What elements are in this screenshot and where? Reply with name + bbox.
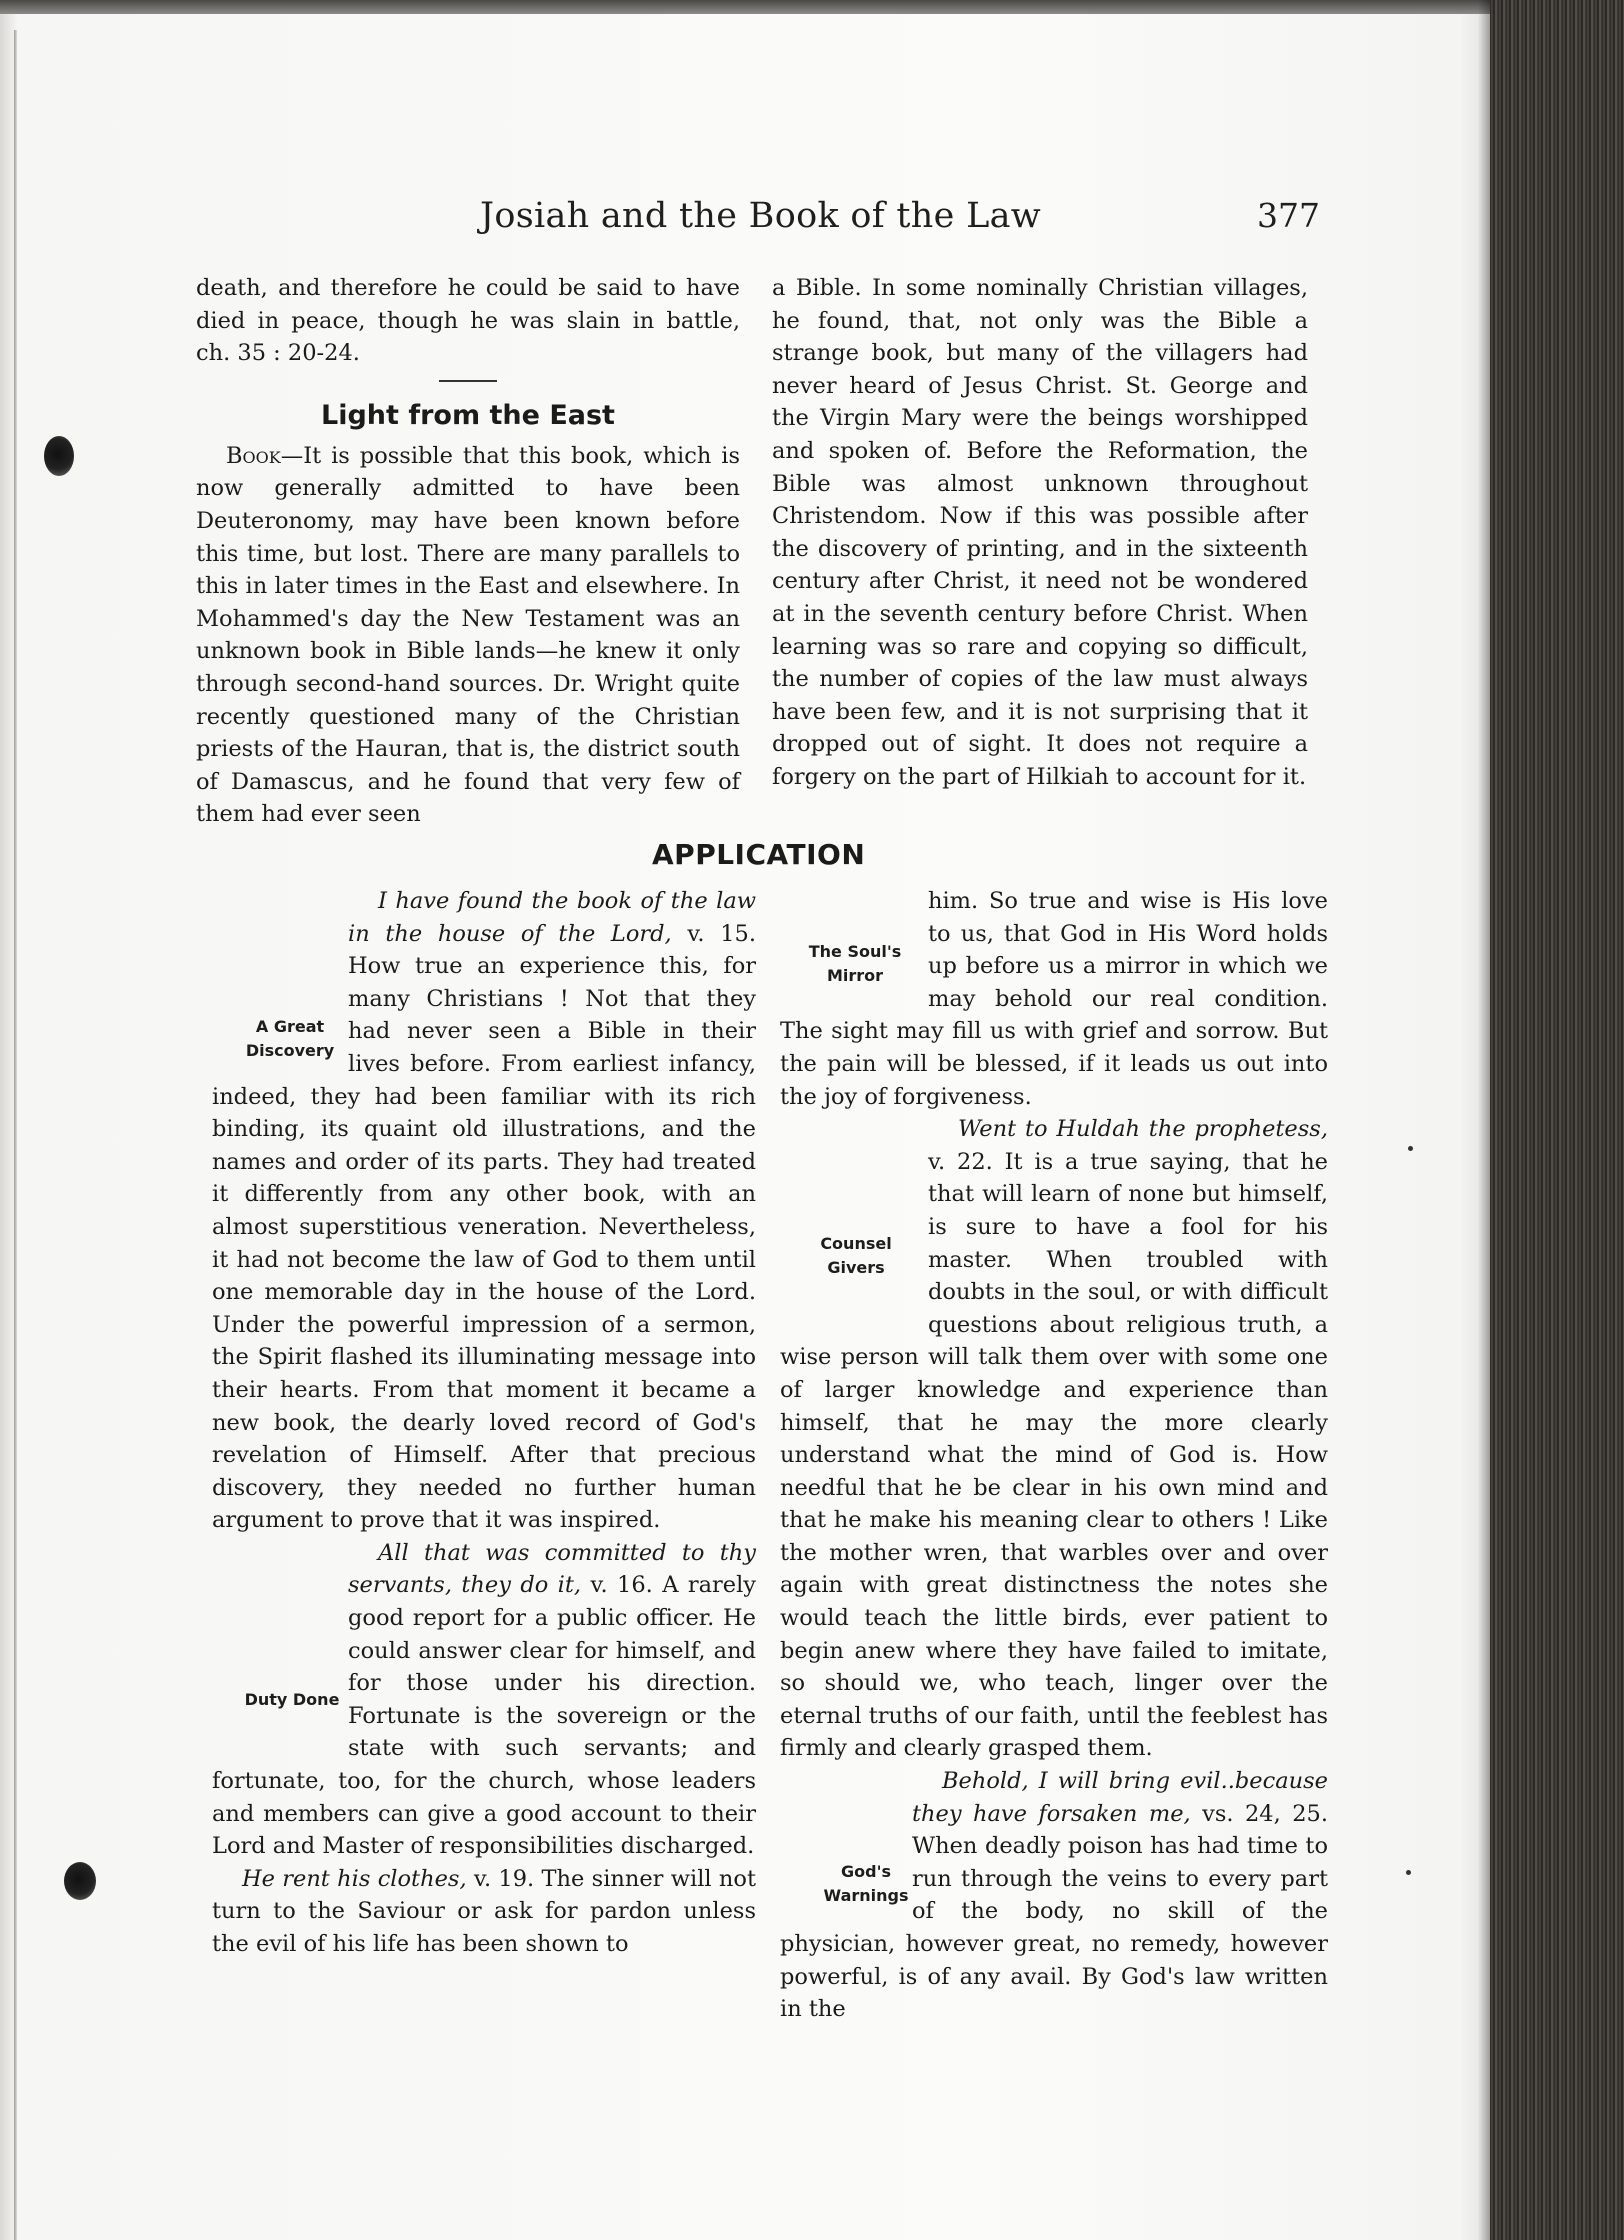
upper-right-column [772, 272, 1308, 794]
application-right-column [780, 885, 1328, 2026]
continued-paragraph: death, and therefore he could be said to have died in peace, though he was slain in battle, ch. 35 : 20-24. [196, 275, 740, 367]
book-lead-word: Book [226, 442, 281, 469]
sidehead-counsel-givers [796, 1232, 916, 1280]
scripture-quote: I have found the book of the law in the house of the Lord, [348, 888, 756, 947]
sidehead-line: Counsel [820, 1234, 892, 1253]
scan-top-edge [0, 0, 1624, 14]
scripture-quote: Went to Huldah the prophetess, [958, 1116, 1328, 1143]
paragraph-text: vs. 24, 25. When deadly poison has had time to run through the veins to every part of the body, no skill of the physician, however great, no remedy, however powerful, is of any avail. By God's law written in the [780, 1800, 1328, 2023]
upper-left-column [196, 272, 740, 831]
section-divider [439, 380, 497, 382]
scripture-quote: All that was committed to thy servants, they do it, [348, 1539, 756, 1599]
book-paragraph [196, 440, 740, 831]
sidehead-great-discovery [230, 1015, 350, 1063]
scripture-quote: He rent his clothes, [242, 1865, 467, 1892]
book-page-edges [1490, 0, 1624, 2240]
paragraph-text: v. 15. How true an experience this, for many Christians ! Not that they had never seen a Bible in their lives before. From earliest infancy, indeed, they had been familiar with its rich binding, its quaint old illustrations, and the names and order of its parts. They had treated it differently from any other book, with an almost superstitious veneration. Nevertheless, it had not become the law of God to them until one memorable day in the house of the Lord. Under the powerful impression of a sermon, the Spirit flashed its illuminating message into their hearts. From that moment it became a new book, the dearly loved record of God's revelation of Himself. After that precious discovery, they needed no further human argument to prove that it was inspired. [212, 920, 756, 1534]
sidehead-line: God's [841, 1862, 891, 1881]
paragraph-text: v. 19. The sinner will not turn to the Saviour or ask for pardon unless the evil of his life has been shown to [212, 1865, 756, 1957]
punch-hole-upper [44, 436, 74, 476]
sidehead-line: Duty Done [244, 1690, 340, 1709]
application-heading: APPLICATION [652, 838, 866, 871]
ink-speck [1408, 1146, 1413, 1151]
sidehead-line: Givers [827, 1258, 885, 1277]
application-paragraph: him. So true and wise is His love to us, that God in His Word holds up before us a mirror in which we may behold our real condition. The sight may fill us with grief and sorrow. But the pain will be blessed, if it leads us out into the joy of forgiveness. [780, 888, 1328, 1110]
page-number: 377 [1257, 196, 1320, 235]
binding-fold [14, 30, 17, 2240]
ink-speck [1406, 1870, 1411, 1875]
sidehead-line: Warnings [823, 1886, 909, 1905]
paragraph-text: v. 16. A rarely good report for a public officer. He could answer clear for himself, and for those under his direction. Fortunate is the sovereign or the state with such servants; and fortunate, too, for the church, whose leaders and members can give a good account to their Lord and Master of responsibilities discharged. [212, 1572, 756, 1860]
paragraph-text: v. 22. It is a true saying, that he that will learn of none but himself, is sure to have a fool for his master. When troubled with doubts in the soul, or with difficult questions about religious truth, a wise person will talk them over with some one of larger knowledge and experience than himself, that he may the more clearly understand what the mind of God is. How needful that he be clear in his own mind and that he make his meaning clear to others ! Like the mother wren, that warbles over and over again with great distinctness the notes she would teach the little birds, ever patient to begin anew where they have failed to imitate, so should we, who teach, linger over the eternal truths of our faith, until the feeblest has firmly and clearly grasped them. [780, 1148, 1328, 1762]
sidehead-gods-warnings [806, 1860, 926, 1908]
application-paragraph [780, 1113, 1328, 1765]
sidehead-souls-mirror [795, 940, 915, 988]
scripture-quote: Behold, I will bring evil..because they have forsaken me, [912, 1768, 1328, 1827]
section-title: Light from the East [321, 399, 615, 431]
book-paragraph-text: —It is possible that this book, which is now generally admitted to have been Deuteronomy, may have been known before this time, but lost. There are many parallels to this in later times in the East and elsewhere. In Mohammed's day the New Testament was an unknown book in Bible lands—he knew it only through second-hand sources. Dr. Wright quite recently questioned many of the Christian priests of the Hauran, that is, the district south of Damascus, and he found that very few of them had ever seen [196, 442, 740, 828]
continued-paragraph-right: a Bible. In some nominally Christian villages, he found, that, not only was the Bible a strange book, but many of the villagers had never heard of Jesus Christ. St. George and the Virgin Mary were the beings worshipped and spoken of. Before the Reformation, the Bible was almost unknown throughout Christendom. Now if this was possible after the discovery of printing, and in the sixteenth century after Christ, it need not be wondered at in the seventh century before Christ. When learning was so rare and copying so difficult, the number of copies of the law must always have been few, and it is not surprising that it dropped out of sight. It does not require a forgery on the part of Hilkiah to account for it. [772, 275, 1308, 790]
sidehead-line: Discovery [245, 1041, 335, 1060]
sidehead-line: Mirror [826, 966, 884, 985]
punch-hole-lower [64, 1862, 96, 1900]
page-header [200, 196, 1320, 256]
sidehead-line: A Great [255, 1017, 325, 1036]
sidehead-duty-done [232, 1688, 352, 1712]
running-title: Josiah and the Book of the Law [480, 196, 1042, 236]
sidehead-line: The Soul's [808, 942, 902, 961]
application-paragraph [212, 1863, 756, 1961]
application-paragraph [212, 885, 756, 1537]
